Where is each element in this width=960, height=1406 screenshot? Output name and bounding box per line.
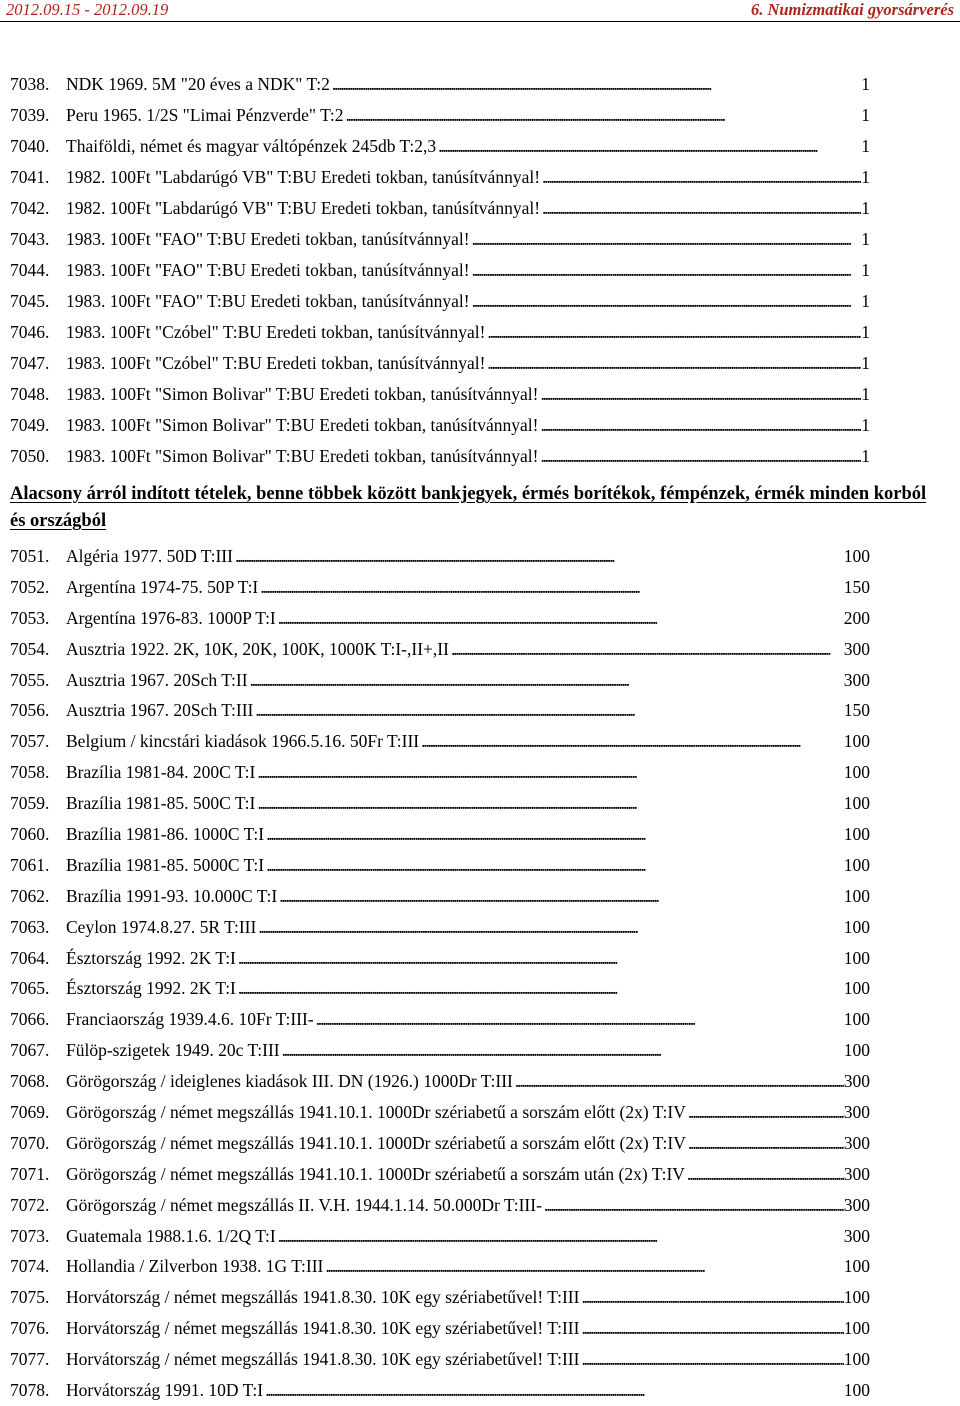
lot-starting-price: 300 — [843, 669, 870, 690]
page-header — [0, 0, 960, 24]
lot-description: Brazília 1991-93. 10.000C T:I — [66, 885, 278, 906]
lot-starting-price: 100 — [843, 1318, 870, 1339]
lot-number: 7039. — [10, 105, 50, 125]
lot-row — [10, 1128, 870, 1159]
lot-number: 7070. — [10, 1132, 50, 1153]
dot-leader — [487, 348, 861, 379]
lot-number: 7038. — [10, 74, 50, 94]
dot-leader — [544, 1190, 844, 1221]
lot-starting-price: 100 — [843, 1256, 870, 1277]
dot-leader — [542, 193, 861, 224]
lot-description: Horvátország / német megszállás 1941.8.30. 10K egy szériabetűvel! T:III — [66, 1349, 580, 1370]
lot-row — [10, 1190, 870, 1221]
lot-starting-price: 150 — [843, 576, 870, 597]
lot-row — [10, 100, 870, 131]
dot-leader — [472, 224, 862, 255]
lot-description: Brazília 1981-84. 200C T:I — [66, 762, 256, 783]
lot-row — [10, 1375, 870, 1406]
lot-description: Görögország / német megszállás II. V.H. 1944.1.14. 50.000Dr T:III- — [66, 1194, 542, 1215]
dot-leader — [332, 69, 861, 100]
lot-description: Franciaország 1939.4.6. 10Fr T:III- — [66, 1009, 314, 1030]
lot-row — [10, 819, 870, 850]
lot-description: Ausztria 1967. 20Sch T:II — [66, 669, 248, 690]
lot-number: 7071. — [10, 1163, 50, 1184]
lot-number: 7054. — [10, 638, 50, 659]
lot-number: 7062. — [10, 885, 50, 906]
dot-leader — [451, 634, 844, 665]
dot-leader — [238, 973, 844, 1004]
dot-leader — [278, 603, 844, 634]
lot-number: 7046. — [10, 322, 50, 342]
lot-starting-price: 1 — [861, 167, 870, 187]
lot-list-top — [10, 69, 870, 472]
lot-row — [10, 1159, 870, 1190]
lot-description: Brazília 1981-85. 500C T:I — [66, 793, 256, 814]
dot-leader — [540, 441, 861, 472]
dot-leader — [688, 1128, 844, 1159]
lot-description: Peru 1965. 1/2S "Limai Pénzverde" T:2 — [66, 105, 344, 125]
lot-description: Észtország 1992. 2K T:I — [66, 947, 236, 968]
lot-starting-price: 200 — [843, 607, 870, 628]
lot-description: Thaiföldi, német és magyar váltópénzek 245db T:2,3 — [66, 136, 437, 156]
lot-starting-price: 300 — [843, 1132, 870, 1153]
lot-row — [10, 441, 870, 472]
lot-row — [10, 379, 870, 410]
lot-row — [10, 1066, 870, 1097]
dot-leader — [472, 286, 862, 317]
lot-starting-price: 1 — [861, 105, 870, 125]
dot-leader — [487, 317, 861, 348]
lot-starting-price: 300 — [843, 638, 870, 659]
lot-starting-price: 100 — [843, 947, 870, 968]
lot-starting-price: 100 — [843, 1040, 870, 1061]
lot-number: 7075. — [10, 1287, 50, 1308]
lot-starting-price: 300 — [843, 1163, 870, 1184]
lot-number: 7072. — [10, 1194, 50, 1215]
lot-starting-price: 100 — [843, 1287, 870, 1308]
lot-description: Horvátország 1991. 10D T:I — [66, 1380, 264, 1401]
dot-leader — [542, 162, 861, 193]
lot-starting-price: 300 — [843, 1225, 870, 1246]
header-divider — [0, 21, 960, 22]
lot-description: Brazília 1981-85. 5000C T:I — [66, 854, 265, 875]
lot-starting-price: 1 — [861, 198, 870, 218]
lot-number: 7050. — [10, 446, 50, 466]
lot-row — [10, 131, 870, 162]
lot-number: 7066. — [10, 1009, 50, 1030]
lot-number: 7041. — [10, 167, 50, 187]
lot-number: 7061. — [10, 854, 50, 875]
lot-row — [10, 69, 870, 100]
lot-row — [10, 572, 870, 603]
lot-number: 7057. — [10, 731, 50, 752]
dot-leader — [687, 1159, 844, 1190]
lot-row — [10, 317, 870, 348]
lot-starting-price: 100 — [843, 1009, 870, 1030]
dot-leader — [258, 912, 843, 943]
dot-leader — [266, 850, 844, 881]
lot-number: 7065. — [10, 978, 50, 999]
lot-starting-price: 1 — [861, 353, 870, 373]
lot-description: Argentína 1974-75. 50P T:I — [66, 576, 259, 597]
lot-row — [10, 255, 870, 286]
lot-starting-price: 1 — [861, 229, 870, 249]
lot-starting-price: 100 — [843, 762, 870, 783]
dot-leader — [515, 1066, 844, 1097]
dot-leader — [421, 726, 844, 757]
lot-number: 7053. — [10, 607, 50, 628]
lot-starting-price: 100 — [843, 978, 870, 999]
lot-row — [10, 162, 870, 193]
lot-number: 7077. — [10, 1349, 50, 1370]
dot-leader — [266, 819, 844, 850]
lot-description: Görögország / német megszállás 1941.10.1. 1000Dr szériabetű a sorszám előtt (2x) T:IV — [66, 1132, 686, 1153]
header-title: 6. Numizmatikai gyorsárverés — [750, 0, 954, 19]
lot-number: 7069. — [10, 1102, 50, 1123]
lot-number: 7076. — [10, 1318, 50, 1339]
lot-description: Észtország 1992. 2K T:I — [66, 978, 236, 999]
lot-number: 7056. — [10, 700, 50, 721]
lot-description: 1983. 100Ft "Simon Bolivar" T:BU Eredeti tokban, tanúsítvánnyal! — [66, 415, 539, 435]
dot-leader — [238, 943, 844, 974]
lot-starting-price: 100 — [843, 546, 870, 566]
lot-number: 7064. — [10, 947, 50, 968]
lot-row — [10, 943, 870, 974]
lot-starting-price: 1 — [861, 136, 870, 156]
lot-starting-price: 1 — [861, 260, 870, 280]
lot-description: Görögország / német megszállás 1941.10.1. 1000Dr szériabetű a sorszám után (2x) T:IV — [66, 1163, 685, 1184]
lot-description: Horvátország / német megszállás 1941.8.30. 10K egy szériabetűvel! T:III — [66, 1287, 580, 1308]
lot-number: 7060. — [10, 824, 50, 845]
lot-description: Fülöp-szigetek 1949. 20c T:III — [66, 1040, 280, 1061]
dot-leader — [265, 1375, 844, 1406]
lot-number: 7067. — [10, 1040, 50, 1061]
dot-leader — [540, 379, 861, 410]
lot-description: Belgium / kincstári kiadások 1966.5.16. 50Fr T:III — [66, 731, 420, 752]
lot-starting-price: 300 — [843, 1071, 870, 1092]
lot-row — [10, 881, 870, 912]
dot-leader — [325, 1251, 843, 1282]
lot-description: NDK 1969. 5M "20 éves a NDK" T:2 — [66, 74, 330, 94]
lot-description: Horvátország / német megszállás 1941.8.30. 10K egy szériabetűvel! T:III — [66, 1318, 580, 1339]
lot-description: Görögország / német megszállás 1941.10.1. 1000Dr szériabetű a sorszám előtt (2x) T:IV — [66, 1102, 686, 1123]
lot-description: 1983. 100Ft "Simon Bolivar" T:BU Eredeti tokban, tanúsítvánnyal! — [66, 384, 539, 404]
lot-starting-price: 1 — [861, 74, 870, 94]
lot-number: 7078. — [10, 1380, 50, 1401]
dot-leader — [581, 1282, 843, 1313]
lot-starting-price: 100 — [843, 916, 870, 937]
dot-leader — [278, 1221, 844, 1252]
dot-leader — [257, 757, 843, 788]
lot-row — [10, 410, 870, 441]
lot-row — [10, 788, 870, 819]
dot-leader — [346, 100, 862, 131]
lot-description: 1983. 100Ft "Czóbel" T:BU Eredeti tokban, tanúsítvánnyal! — [66, 353, 486, 373]
lot-number: 7059. — [10, 793, 50, 814]
dot-leader — [316, 1004, 844, 1035]
dot-leader — [581, 1344, 843, 1375]
lot-number: 7042. — [10, 198, 50, 218]
lot-row — [10, 603, 870, 634]
lot-number: 7043. — [10, 229, 50, 249]
lot-description: Ceylon 1974.8.27. 5R T:III — [66, 916, 257, 937]
lot-row — [10, 286, 870, 317]
dot-leader — [257, 788, 843, 819]
lot-row — [10, 695, 870, 726]
dot-leader — [235, 541, 844, 572]
lot-number: 7049. — [10, 415, 50, 435]
lot-row — [10, 973, 870, 1004]
lot-description: 1982. 100Ft "Labdarúgó VB" T:BU Eredeti tokban, tanúsítvánnyal! — [66, 198, 541, 218]
lot-description: Brazília 1981-86. 1000C T:I — [66, 824, 265, 845]
dot-leader — [581, 1313, 843, 1344]
lot-starting-price: 1 — [861, 384, 870, 404]
lot-starting-price: 100 — [843, 1349, 870, 1370]
lot-row — [10, 1097, 870, 1128]
dot-leader — [540, 410, 861, 441]
lot-number: 7055. — [10, 669, 50, 690]
lot-starting-price: 1 — [861, 291, 870, 311]
lot-number: 7068. — [10, 1071, 50, 1092]
lot-description: Ausztria 1967. 20Sch T:III — [66, 700, 254, 721]
lot-description: Algéria 1977. 50D T:III — [66, 546, 233, 566]
lot-description: 1983. 100Ft "FAO" T:BU Eredeti tokban, tanúsítvánnyal! — [66, 260, 470, 280]
lot-starting-price: 100 — [843, 824, 870, 845]
dot-leader — [279, 881, 844, 912]
lot-description: Görögország / ideiglenes kiadások III. DN (1926.) 1000Dr T:III — [66, 1071, 513, 1092]
lot-row — [10, 726, 870, 757]
lot-description: Argentína 1976-83. 1000P T:I — [66, 607, 276, 628]
lot-row — [10, 1221, 870, 1252]
dot-leader — [472, 255, 862, 286]
lot-description: 1983. 100Ft "Simon Bolivar" T:BU Eredeti tokban, tanúsítvánnyal! — [66, 446, 539, 466]
lot-description: Hollandia / Zilverbon 1938. 1G T:III — [66, 1256, 324, 1277]
lot-description: Ausztria 1922. 2K, 10K, 20K, 100K, 1000K T:I-,II+,II — [66, 638, 449, 659]
lot-row — [10, 912, 870, 943]
lot-number: 7048. — [10, 384, 50, 404]
dot-leader — [260, 572, 843, 603]
lot-row — [10, 1344, 870, 1375]
lot-description: Guatemala 1988.1.6. 1/2Q T:I — [66, 1225, 276, 1246]
lot-starting-price: 100 — [843, 885, 870, 906]
lot-number: 7045. — [10, 291, 50, 311]
lot-number: 7063. — [10, 916, 50, 937]
lot-row — [10, 757, 870, 788]
lot-number: 7047. — [10, 353, 50, 373]
lot-row — [10, 850, 870, 881]
lot-starting-price: 1 — [861, 446, 870, 466]
lot-starting-price: 150 — [843, 700, 870, 721]
lot-number: 7058. — [10, 762, 50, 783]
lot-row — [10, 541, 870, 572]
lot-row — [10, 348, 870, 379]
lot-description: 1983. 100Ft "FAO" T:BU Eredeti tokban, tanúsítvánnyal! — [66, 291, 470, 311]
lot-row — [10, 1282, 870, 1313]
lot-row — [10, 634, 870, 665]
lot-starting-price: 300 — [843, 1194, 870, 1215]
lot-list-low-price — [10, 541, 870, 1406]
lot-starting-price: 1 — [861, 322, 870, 342]
dot-leader — [438, 131, 861, 162]
lot-row — [10, 1251, 870, 1282]
lot-row — [10, 665, 870, 696]
lot-starting-price: 1 — [861, 415, 870, 435]
lot-number: 7040. — [10, 136, 50, 156]
lot-number: 7051. — [10, 546, 50, 566]
lot-number: 7044. — [10, 260, 50, 280]
section-heading: Alacsony árról indított tételek, benne többek között bankjegyek, érmés borítékok, fémpénzek, érmék minden korból és országból — [10, 484, 927, 531]
lot-row — [10, 193, 870, 224]
lot-description: 1982. 100Ft "Labdarúgó VB" T:BU Eredeti tokban, tanúsítvánnyal! — [66, 167, 541, 187]
lot-starting-price: 100 — [843, 1380, 870, 1401]
lot-starting-price: 100 — [843, 731, 870, 752]
dot-leader — [250, 665, 844, 696]
dot-leader — [688, 1097, 844, 1128]
lot-row — [10, 1313, 870, 1344]
lot-number: 7074. — [10, 1256, 50, 1277]
lot-description: 1983. 100Ft "FAO" T:BU Eredeti tokban, tanúsítvánnyal! — [66, 229, 470, 249]
lot-description: 1983. 100Ft "Czóbel" T:BU Eredeti tokban, tanúsítvánnyal! — [66, 322, 486, 342]
lot-number: 7052. — [10, 576, 50, 597]
dot-leader — [255, 695, 843, 726]
lot-number: 7073. — [10, 1225, 50, 1246]
header-date-range: 2012.09.15 - 2012.09.19 — [6, 0, 169, 19]
dot-leader — [282, 1035, 844, 1066]
lot-starting-price: 100 — [843, 854, 870, 875]
lot-starting-price: 100 — [843, 793, 870, 814]
lot-row — [10, 1035, 870, 1066]
lot-starting-price: 300 — [843, 1102, 870, 1123]
lot-row — [10, 224, 870, 255]
lot-row — [10, 1004, 870, 1035]
